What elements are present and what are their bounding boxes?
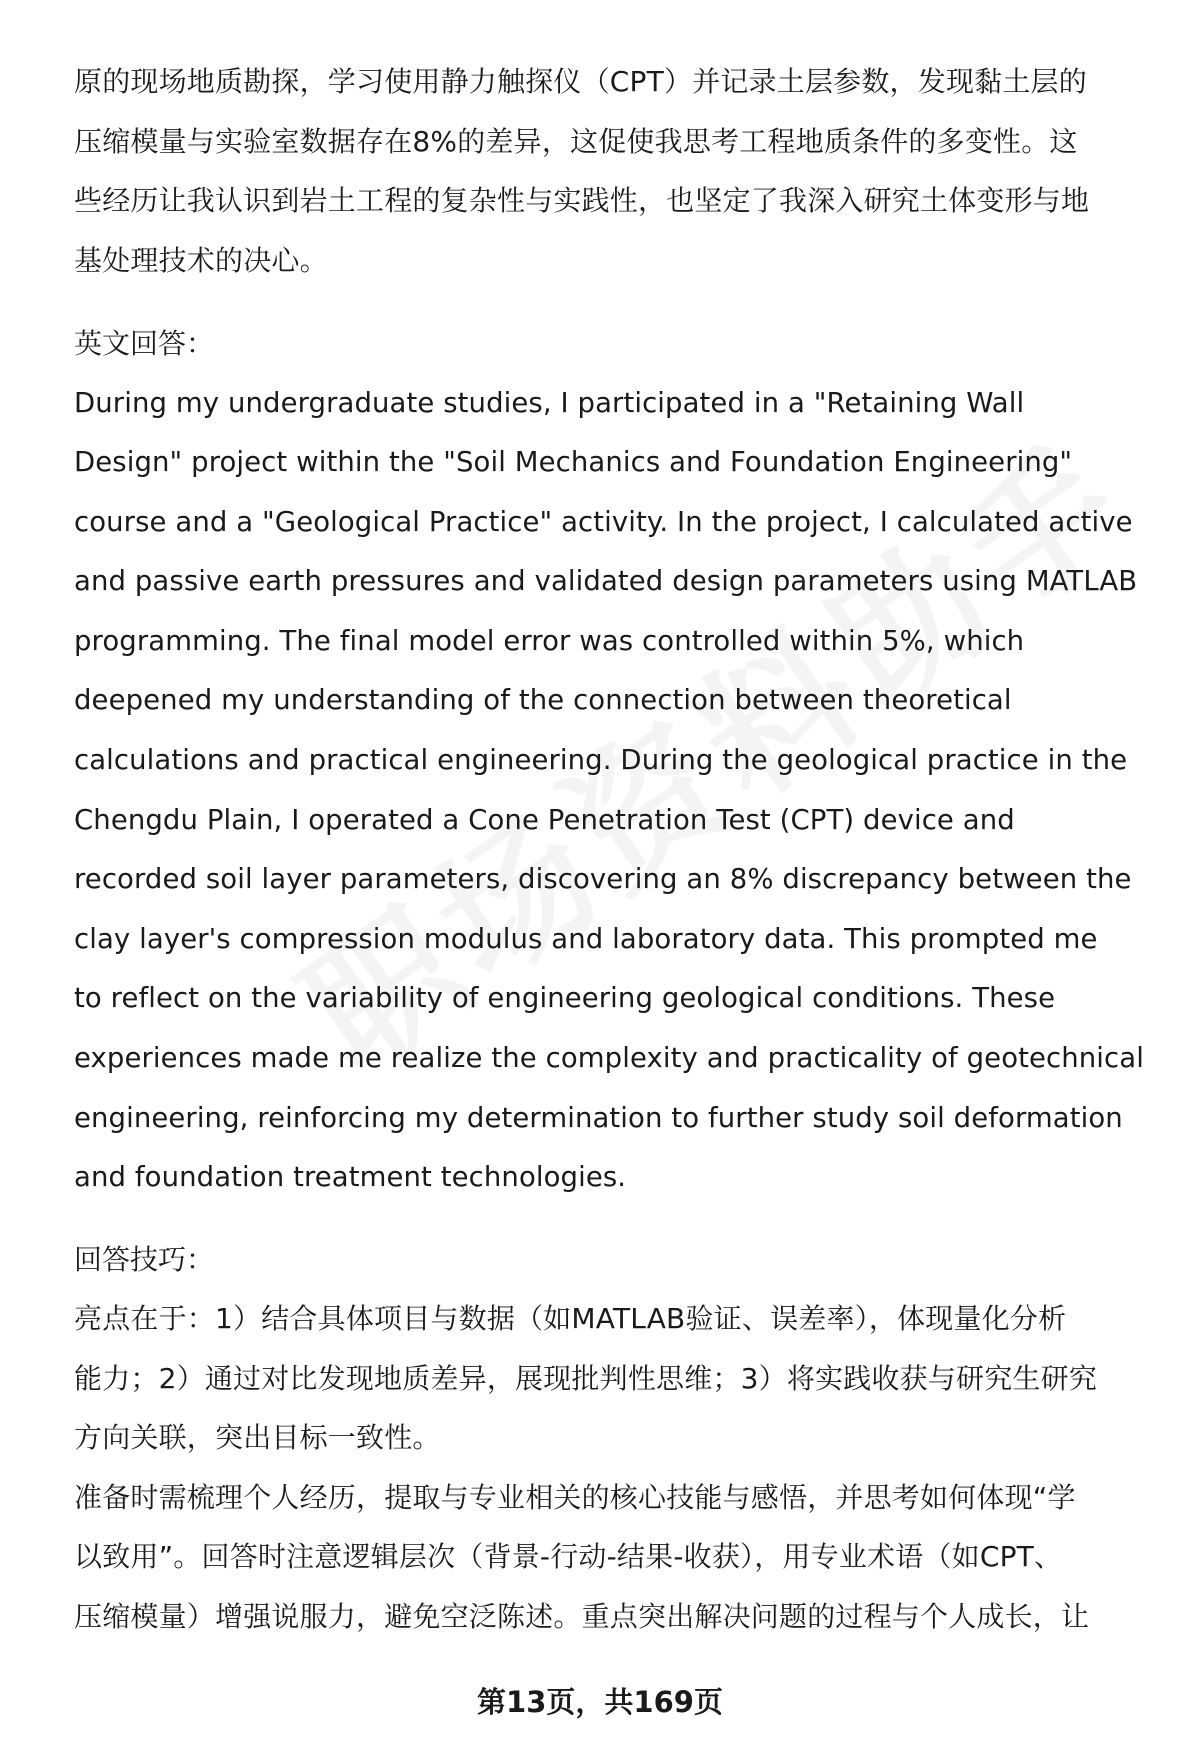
text-line: engineering, reinforcing my determination to further study soil deformation bbox=[74, 1101, 1123, 1134]
text-line: to reflect on the variability of engineering geological conditions. These bbox=[74, 982, 1056, 1015]
text-line: 能力；2）通过对比发现地质差异，展现批判性思维；3）将实践收获与研究生研究 bbox=[74, 1361, 1098, 1395]
text-line: 基处理技术的决心。 bbox=[74, 243, 328, 277]
text-line: Chengdu Plain, I operated a Cone Penetration Test (CPT) device and bbox=[74, 803, 1015, 836]
chinese-intro-paragraph bbox=[74, 52, 1164, 290]
text-line: recorded soil layer parameters, discovering an 8% discrepancy between the bbox=[74, 863, 1132, 896]
text-line: 准备时需梳理个人经历，提取与专业相关的核心技能与感悟，并思考如何体现“学 bbox=[74, 1480, 1076, 1514]
page-number-footer: 第13页，共169页 bbox=[477, 1685, 723, 1719]
text-line: and foundation treatment technologies. bbox=[74, 1161, 627, 1194]
document-body bbox=[74, 52, 1164, 1646]
text-line: experiences made me realize the complexity and practicality of geotechnical bbox=[74, 1042, 1144, 1075]
text-line: course and a "Geological Practice" activity. In the project, I calculated active bbox=[74, 505, 1133, 538]
answer-tips-paragraph bbox=[74, 1289, 1164, 1646]
english-answer-heading: 英文回答： bbox=[74, 327, 215, 360]
english-answer-paragraph bbox=[74, 374, 1164, 1208]
text-line: During my undergraduate studies, I participated in a "Retaining Wall bbox=[74, 386, 1025, 419]
text-line: 原的现场地质勘探，学习使用静力触探仪（CPT）并记录土层参数，发现黏土层的 bbox=[74, 65, 1087, 98]
text-line: 以致用”。回答时注意逻辑层次（背景-行动-结果-收获），用专业术语（如CPT、 bbox=[74, 1540, 1063, 1574]
text-line: 方向关联，突出目标一致性。 bbox=[74, 1421, 441, 1455]
text-line: calculations and practical engineering. During the geological practice in the bbox=[74, 744, 1128, 777]
text-line: 亮点在于：1）结合具体项目与数据（如MATLAB验证、误差率），体现量化分析 bbox=[74, 1302, 1067, 1336]
text-line: 些经历让我认识到岩土工程的复杂性与实践性，也坚定了我深入研究土体变形与地 bbox=[74, 184, 1090, 217]
text-line: 压缩模量）增强说服力，避免空泛陈述。重点突出解决问题的过程与个人成长，让 bbox=[74, 1599, 1090, 1633]
text-line: clay layer's compression modulus and laboratory data. This prompted me bbox=[74, 922, 1098, 955]
text-line: Design" project within the "Soil Mechanics and Foundation Engineering" bbox=[74, 446, 1073, 479]
text-line: deepened my understanding of the connection between theoretical bbox=[74, 684, 1012, 717]
text-line: programming. The final model error was controlled within 5%, which bbox=[74, 624, 1025, 657]
answer-tips-heading: 回答技巧： bbox=[74, 1242, 215, 1276]
text-line: 压缩模量与实验室数据存在8%的差异，这促使我思考工程地质条件的多变性。这 bbox=[74, 124, 1078, 158]
text-line: and passive earth pressures and validated design parameters using MATLAB bbox=[74, 565, 1138, 598]
